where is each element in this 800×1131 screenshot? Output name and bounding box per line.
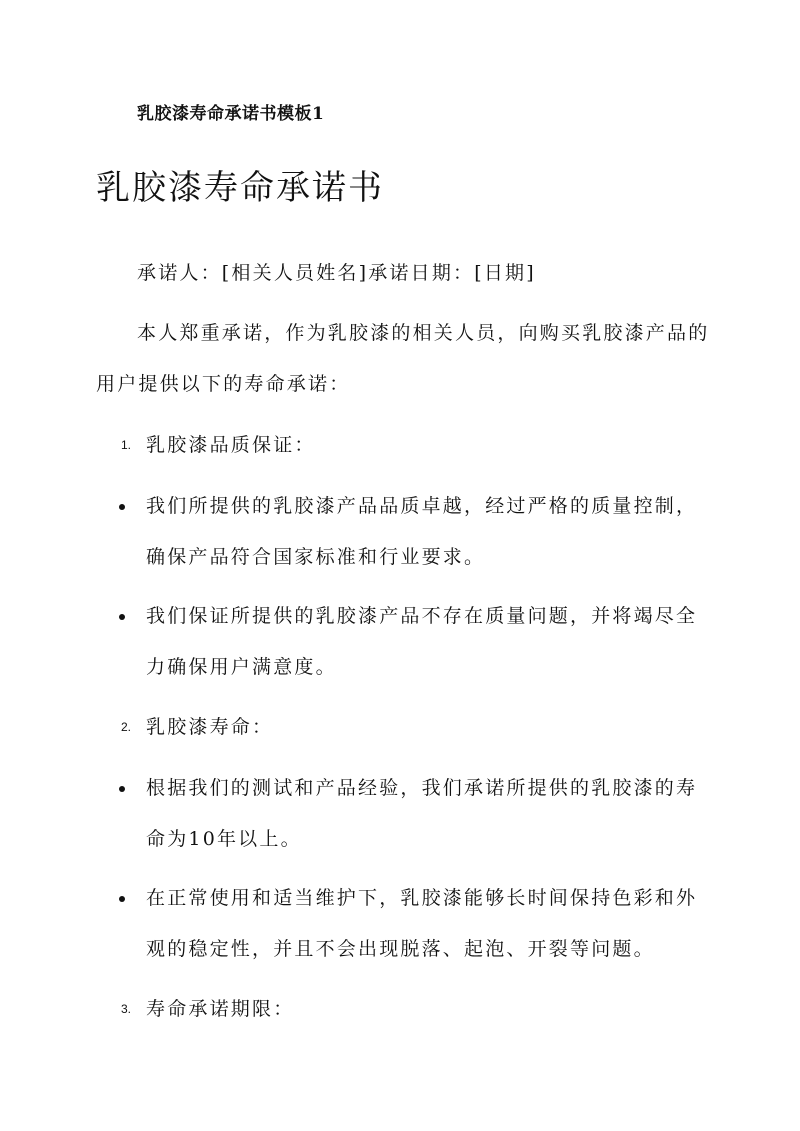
bullet-dot-icon	[119, 504, 125, 510]
bullet-text-line-2: 观的稳定性，并且不会出现脱落、起泡、开裂等问题。	[146, 938, 655, 960]
section-number: 3.	[121, 1002, 132, 1016]
bullet-text-line-2: 确保产品符合国家标准和行业要求。	[146, 546, 486, 568]
intro-paragraph-line-2: 用户提供以下的寿命承诺：	[96, 373, 351, 395]
document-title: 乳胶漆寿命承诺书	[96, 168, 384, 208]
bullet-text-line-1: 在正常使用和适当维护下，乳胶漆能够长时间保持色彩和外	[146, 887, 698, 909]
promisor-date-line: 承诺人：[相关人员姓名]承诺日期：[日期]	[137, 262, 536, 284]
section-number: 2.	[121, 720, 132, 734]
bullet-text-line-1: 我们保证所提供的乳胶漆产品不存在质量问题，并将竭尽全	[146, 605, 698, 627]
section-heading: 乳胶漆品质保证：	[146, 434, 316, 456]
bullet-dot-icon	[119, 786, 125, 792]
bullet-text-line-2: 力确保用户满意度。	[146, 656, 337, 678]
document-label: 乳胶漆寿命承诺书模板1	[137, 104, 325, 124]
bullet-dot-icon	[119, 896, 125, 902]
intro-paragraph-line-1: 本人郑重承诺，作为乳胶漆的相关人员，向购买乳胶漆产品的	[137, 322, 710, 344]
bullet-text-line-1: 根据我们的测试和产品经验，我们承诺所提供的乳胶漆的寿	[146, 777, 698, 799]
section-heading: 寿命承诺期限：	[146, 998, 295, 1020]
bullet-text-line-2: 命为10年以上。	[146, 828, 302, 850]
bullet-text-line-1: 我们所提供的乳胶漆产品品质卓越，经过严格的质量控制，	[146, 495, 698, 517]
section-number: 1.	[121, 438, 132, 452]
bullet-dot-icon	[119, 614, 125, 620]
section-heading: 乳胶漆寿命：	[146, 716, 274, 738]
